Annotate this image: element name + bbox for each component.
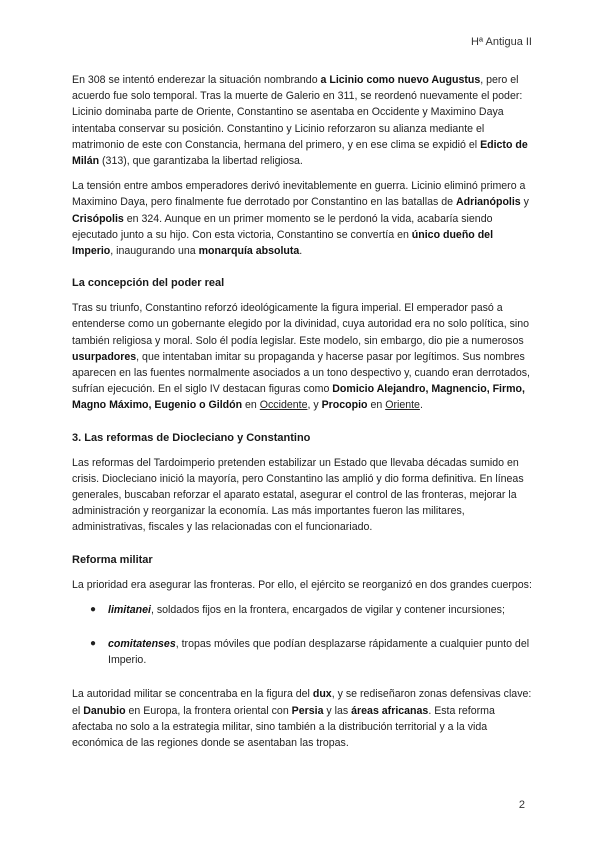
text-run: La autoridad militar se concentraba en la figura del	[72, 688, 313, 701]
heading-reformas: 3. Las reformas de Diocleciano y Constantino	[72, 431, 311, 444]
heading-reforma-militar: Reforma militar	[72, 553, 153, 566]
term-limitanei: limitanei	[108, 603, 151, 616]
text-run: . Esta reforma afectaba no solo a la estrategia militar, sino también a la distribución territorial y a la vida económica de las regiones donde se asentaban las tropas.	[72, 704, 495, 750]
bold-text: monarquía absoluta	[198, 245, 300, 258]
text-run: y	[520, 196, 529, 209]
paragraph-poder	[72, 300, 534, 413]
text-run: La tensión entre ambos emperadores derivó inevitablemente en guerra. Licinio eliminó primero a Maximino Daya, pero finalmente fue derrotado por Constantino en las batallas de	[72, 180, 526, 209]
text-run: , y	[307, 399, 322, 412]
bold-text: Crisópolis	[72, 212, 124, 225]
text-run: .	[299, 245, 303, 258]
bold-text: áreas africanas	[351, 704, 429, 717]
bold-text: dux	[312, 688, 332, 701]
bold-text: Danubio	[83, 704, 126, 717]
text-run: .	[419, 399, 423, 412]
list-item	[90, 602, 534, 618]
bullet-icon: ●	[90, 638, 97, 650]
paragraph-fronteras: La prioridad era asegurar las fronteras. Por ello, el ejército se reorganizó en dos grandes cuerpos:	[72, 578, 532, 591]
page-header: Hª Antigua II	[471, 36, 532, 48]
underlined-text: Occidente	[259, 399, 308, 412]
bold-text: usurpadores	[72, 350, 137, 363]
bold-text: Domicio Alejandro, Magnencio, Firmo, Magno Máximo, Eugenio o Gildón	[72, 383, 525, 412]
paragraph-licinio	[72, 72, 534, 169]
paragraph-dux	[72, 686, 534, 751]
text-run: En 308 se intentó enderezar la situación nombrando	[72, 74, 321, 86]
list-item	[90, 636, 534, 668]
text-run: en 324. Aunque en un primer momento se le perdonó la vida, acabaría siendo ejecutado junto a su hijo. Con esta victoria, Constantino se convertía en	[72, 212, 493, 241]
bold-text: Procopio	[321, 399, 368, 412]
document-body	[72, 72, 534, 760]
text-run: en	[367, 399, 386, 412]
underlined-text: Oriente	[385, 399, 420, 412]
bold-text: a Licinio como nuevo Augustus	[320, 74, 481, 86]
bold-text: Edicto de Milán	[72, 138, 528, 168]
text-run: en	[242, 399, 260, 412]
text-run: y las	[323, 704, 352, 717]
text-run: en Europa, la frontera oriental con	[125, 704, 292, 717]
bullet-icon: ●	[90, 603, 97, 615]
heading-poder-real: La concepción del poder real	[72, 277, 225, 290]
term-comitatenses: comitatenses	[108, 638, 176, 651]
text-run: , tropas móviles que podían desplazarse rápidamente a cualquier punto del Imperio.	[108, 638, 530, 667]
paragraph-reformas: Las reformas del Tardoimperio pretenden estabilizar un Estado que llevaba décadas sumido en crisis. Diocleciano inició la mayoría, pero Constantino las amplió y dio forma definitiva. En líneas generales, buscaban reforzar el aparato estatal, asegurar el control de las fronteras, mejorar la administración y reorganizar la economía. Las más importantes fueron las militares, administrativas, fiscales y las relacionadas con el funcionariado.	[72, 456, 524, 534]
text-run: (313), que garantizaba la libertad religiosa.	[99, 155, 303, 168]
bold-text: Persia	[291, 704, 324, 717]
text-run: , y se rediseñaron zonas defensivas clave: el	[72, 688, 532, 717]
text-run: , inaugurando una	[110, 245, 199, 258]
army-list	[72, 602, 534, 669]
paragraph-guerra	[72, 178, 534, 259]
text-run: , soldados fijos en la frontera, encargados de vigilar y contener incursiones;	[150, 603, 505, 616]
text-run: , pero el acuerdo fue solo temporal. Tras la muerte de Galerio en 311, se reordenó nuevamente el poder: Licinio dominaba parte de Oriente, Constantino se asentaba en Occidente y Maximino Daya intentaba conservar su posición. Constantino y Licinio reforzaron su alianza mediante el matrimonio de este con Constancia, hermana del primero, y en ese clima se expidió el	[72, 74, 523, 151]
bold-text: único dueño del Imperio	[72, 228, 494, 258]
bold-text: Adrianópolis	[455, 196, 521, 209]
page-number: 2	[518, 799, 525, 811]
text-run: , que intentaban imitar su propaganda y hacerse pasar por legítimos. Sus nombres aparecen en las fuentes normalmente asociados a un tono despectivo y, cuando eran derrotados, sufrían ejecución. En el siglo IV destacan figuras como	[72, 350, 530, 396]
text-run: Tras su triunfo, Constantino reforzó ideológicamente la figura imperial. El emperador pasó a entenderse como un gobernante elegido por la divinidad, cuya autoridad era no solo política, sino también religiosa y moral. Solo él podía legislar. Este modelo, sin embargo, dio pie a numerosos	[72, 302, 530, 347]
